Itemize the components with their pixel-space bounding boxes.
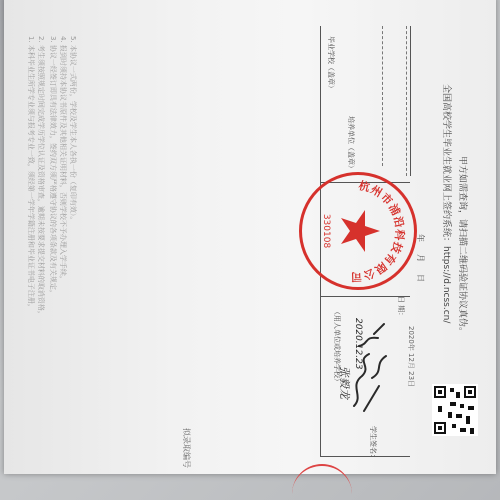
dashed-guide xyxy=(382,26,383,166)
date-value: 2020年 12月 23日 xyxy=(407,326,415,388)
signature-caption: （用人单位或培养学校） xyxy=(333,308,341,385)
clause-line-2: 2. 考生须按照规定时间完成学历学位认证及资格审查，逾期未按要求提交材料的取消资格， xyxy=(37,36,45,318)
qr-code-icon[interactable] xyxy=(432,384,478,436)
notice-line-2: 甲方如需查询，请扫描二维码验证协议真伪。 xyxy=(457,156,467,337)
clause-line-4: 4. 报到时须持本协议书原件及其他相关证明材料，否则学校不予办理入学手续， xyxy=(59,36,67,283)
table-divider-bottom xyxy=(320,456,410,457)
clause-line-1: 1. 本科毕业生所学专业须与报考专业一致，须经第一学年学籍注册和毕业证书电子注册， xyxy=(27,36,35,311)
handwritten-name: 张毅龙 xyxy=(338,366,351,399)
date-label: 日 期： xyxy=(397,296,405,320)
handwritten-date: 2020.12.23 xyxy=(353,318,363,370)
year-label: 年 xyxy=(416,234,425,242)
partial-bottom-seal xyxy=(292,464,352,496)
side-label: 拟录取编号 xyxy=(182,428,191,468)
signature-label: 学生签名： xyxy=(369,426,377,461)
clause-line-3: 3. 协议一经签订即具有法律效力，签约双方须严格遵守协议的各项条款及有关规定， xyxy=(49,36,57,297)
school-heading: 毕业学校（盖章） xyxy=(327,36,335,92)
handwritten-signature xyxy=(344,316,394,416)
day-label: 日 xyxy=(416,274,425,282)
agreement-paper xyxy=(4,0,496,474)
official-seal xyxy=(299,172,417,290)
unit-heading: 培养单位（盖章） xyxy=(347,116,355,172)
clause-line-5: 5. 本协议一式两份，学校及学生本人各执一份（复印有效）。 xyxy=(69,36,77,224)
seal-name-text: 杭州市浦沿科技有限公司 xyxy=(349,179,407,284)
notice-line-1: 全国高校学生毕业生就业网上签约系统：https://d.ncss.cn/ xyxy=(441,84,451,324)
seal-code: 330108 xyxy=(321,213,331,249)
seal-star-icon xyxy=(341,210,380,252)
table-border-right-top xyxy=(410,26,411,176)
month-label: 月 xyxy=(416,254,425,262)
dashed-guide-2 xyxy=(406,26,407,176)
